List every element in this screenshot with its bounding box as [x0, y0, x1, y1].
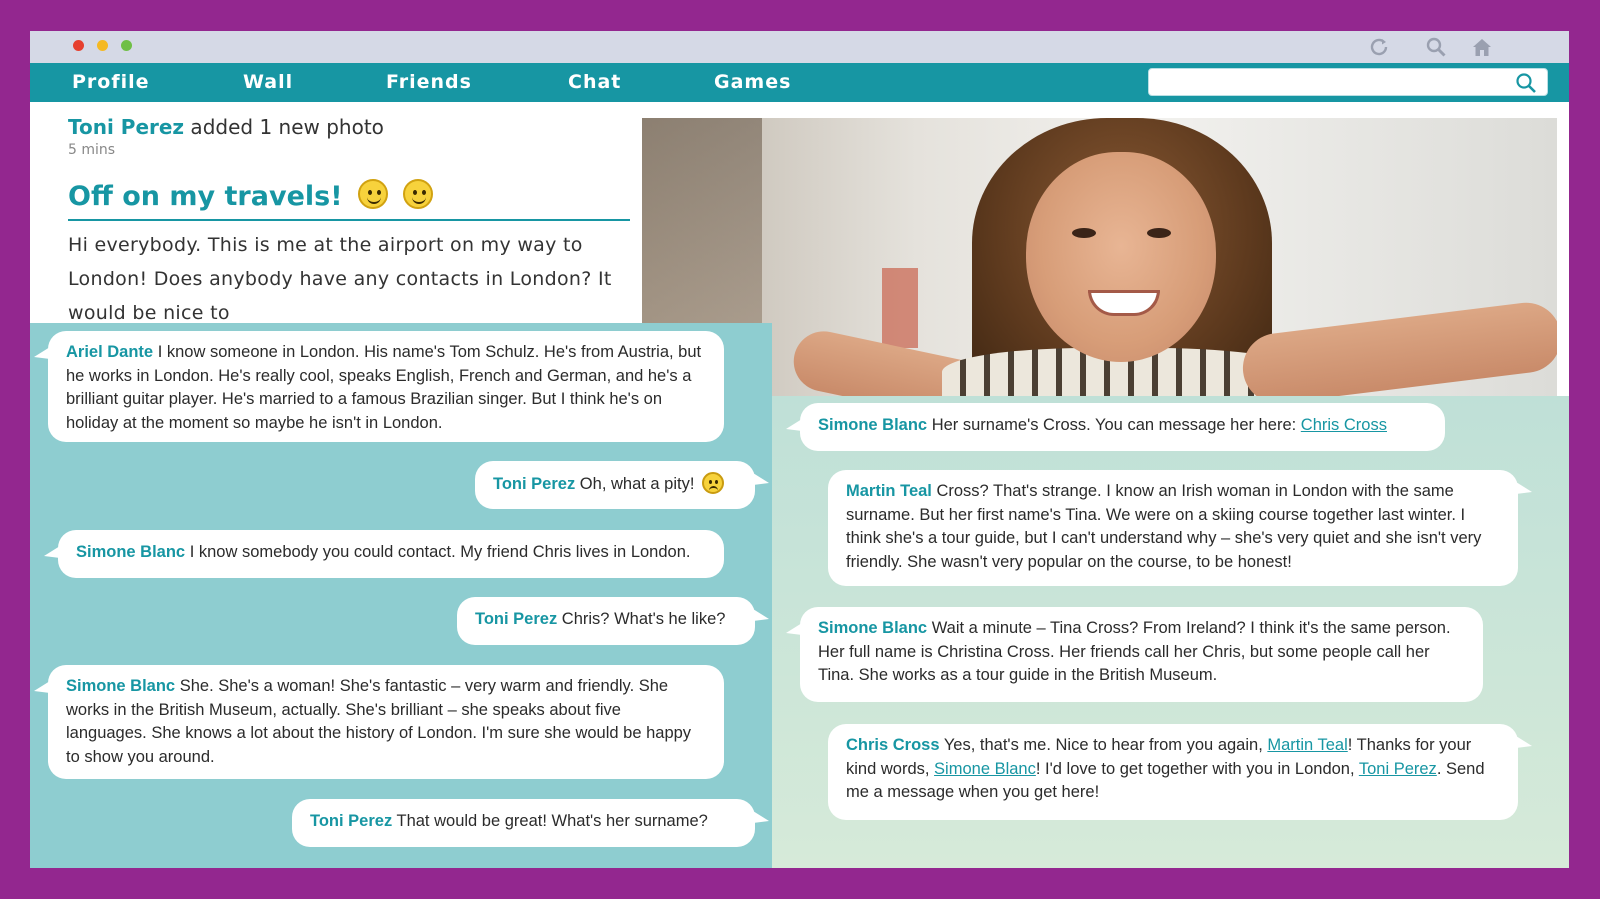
message-text: She. She's a woman! She's fantastic – very warm and friendly. She works in the British Museum, actually. She's brilliant – she speaks about five languages. She knows a lot about the history of London. I'm sure she would be happy to show you around.: [66, 677, 692, 766]
refresh-icon[interactable]: [1367, 36, 1391, 58]
chris-cross-link[interactable]: Chris Cross: [1300, 416, 1387, 434]
message-author[interactable]: Simone Blanc: [66, 677, 176, 695]
post-author-link[interactable]: Toni Perez: [68, 115, 185, 139]
nav-games[interactable]: Games: [714, 71, 792, 93]
message-text: I know somebody you could contact. My friend Chris lives in London.: [185, 543, 691, 561]
smiley-icon: [403, 179, 433, 209]
message-author[interactable]: Toni Perez: [493, 475, 576, 493]
title-divider: [68, 219, 630, 221]
message-text: ! Thanks for your kind words,: [846, 736, 1472, 778]
nav-wall[interactable]: Wall: [243, 71, 294, 93]
browser-window: [30, 31, 1569, 868]
search-box: [1148, 68, 1548, 96]
chat-message: [48, 665, 724, 779]
message-text: Wait a minute – Tina Cross? From Ireland? I think it's the same person. Her full name is Christina Cross. Her friends call her Chris, but some people call her Tina. She works as a tour guide in the British Museum.: [818, 619, 1451, 684]
post-title-text: Off on my travels!: [68, 181, 343, 212]
post-title: [68, 179, 433, 212]
maximize-window-button[interactable]: [121, 40, 132, 51]
chat-message: [800, 403, 1445, 451]
message-author[interactable]: Simone Blanc: [818, 416, 928, 434]
chat-column-left: [30, 323, 772, 868]
home-icon[interactable]: [1470, 36, 1494, 58]
magnifier-icon[interactable]: [1425, 36, 1449, 58]
close-window-button[interactable]: [73, 40, 84, 51]
post-body: Hi everybody. This is me at the airport on my way to London! Does anybody have any contacts in London? It would be nice to: [68, 234, 612, 323]
chat-message: [457, 597, 755, 645]
message-author[interactable]: Toni Perez: [475, 610, 558, 628]
message-author[interactable]: Ariel Dante: [66, 343, 154, 361]
message-author[interactable]: Chris Cross: [846, 736, 940, 754]
post-timestamp: 5 mins: [68, 142, 116, 158]
post-action-text: added 1 new photo: [184, 115, 384, 139]
search-icon[interactable]: [1515, 72, 1537, 94]
chat-message: [475, 461, 755, 509]
message-author[interactable]: Toni Perez: [310, 812, 393, 830]
message-text: Cross? That's strange. I know an Irish woman in London with the same surname. But her first name's Tina. We were on a skiing course together last winter. I think she's a tour guide, but I can't understand why – she's very quiet and she isn't very friendly. She wasn't very popular on the course, to be honest!: [846, 482, 1482, 571]
search-input[interactable]: [1157, 72, 1497, 94]
chat-message: [800, 607, 1483, 702]
nav-chat[interactable]: Chat: [568, 71, 622, 93]
post-header: [68, 115, 384, 139]
chat-message: [48, 331, 724, 442]
chat-column-right: [772, 396, 1569, 868]
message-text: Her surname's Cross. You can message her here:: [927, 416, 1301, 434]
message-text: I know someone in London. His name's Tom Schulz. He's from Austria, but he works in London. He's really cool, speaks English, French and German, and he's a brilliant guitar player. He's married to a famous Brazilian singer. But I think he's on holiday at the moment so maybe he isn't in London.: [66, 343, 702, 432]
message-text: That would be great! What's her surname?: [392, 812, 708, 830]
message-author[interactable]: Martin Teal: [846, 482, 932, 500]
sad-face-icon: [702, 472, 724, 494]
nav-bar: [30, 63, 1569, 102]
message-text: Chris? What's he like?: [557, 610, 726, 628]
message-text: ! I'd love to get together with you in London,: [1035, 759, 1359, 778]
martin-teal-link[interactable]: Martin Teal: [1267, 736, 1348, 754]
chat-message: [292, 799, 755, 847]
toni-perez-link[interactable]: Toni Perez: [1358, 759, 1437, 778]
post-photo[interactable]: [642, 118, 1557, 396]
simone-blanc-link[interactable]: Simone Blanc: [934, 759, 1036, 778]
browser-titlebar: [30, 31, 1569, 63]
message-text: . Send me a message when you get here!: [846, 759, 1485, 801]
nav-friends[interactable]: Friends: [386, 71, 472, 93]
message-author[interactable]: Simone Blanc: [818, 619, 928, 637]
smiley-icon: [358, 179, 388, 209]
nav-profile[interactable]: Profile: [72, 71, 150, 93]
chat-message: [58, 530, 724, 578]
chat-message: [828, 470, 1518, 586]
chat-message: [828, 724, 1518, 820]
message-text: Yes, that's me. Nice to hear from you again,: [939, 736, 1268, 754]
message-author[interactable]: Simone Blanc: [76, 543, 186, 561]
minimize-window-button[interactable]: [97, 40, 108, 51]
message-text: Oh, what a pity!: [575, 475, 695, 493]
